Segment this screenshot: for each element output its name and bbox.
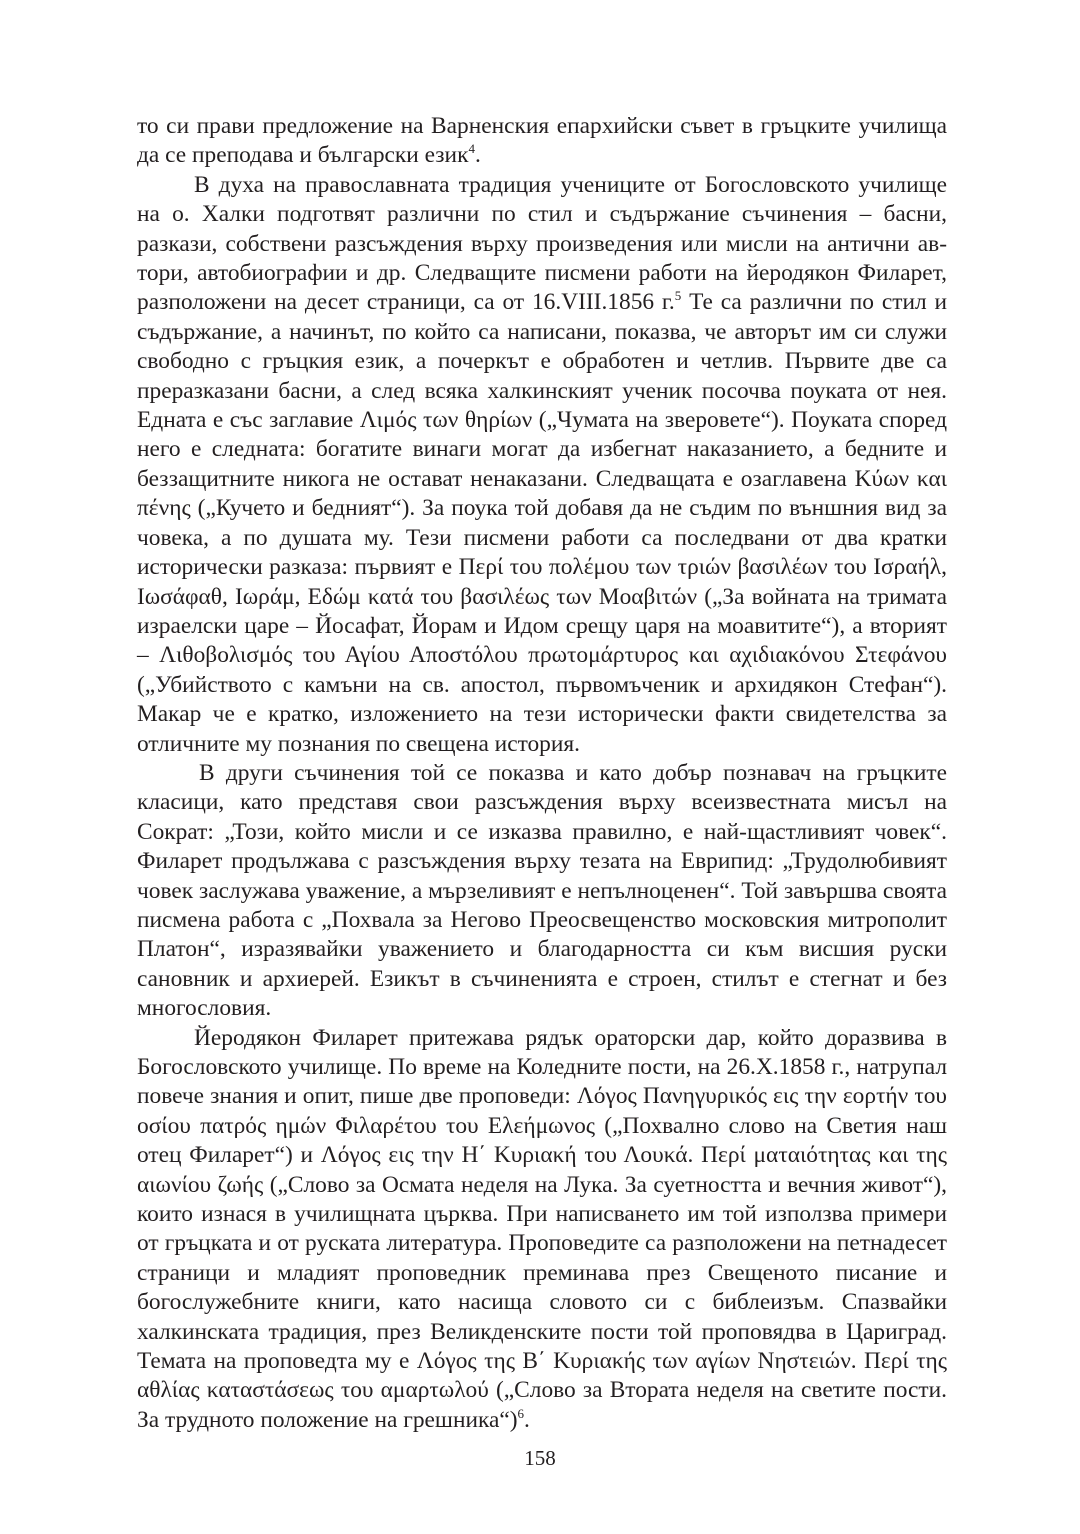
page-number: 158 bbox=[524, 1446, 556, 1470]
paragraph-3 bbox=[137, 759, 947, 1024]
paragraph-4 bbox=[137, 1024, 947, 1436]
paragraph-1-tail: . bbox=[474, 142, 481, 169]
paragraph-2 bbox=[137, 171, 947, 759]
footnote-ref-6[interactable]: 6 bbox=[517, 1406, 525, 1422]
paragraph-4-text: Йеродякон Филарет притежава рядък ораторски дар, който доразвива в Богословското училище. По време на Коледните пости, на 26.X.1858 г., натрупал повече знания и опит, пише две проповеди: Λόγος Πανηγυρικός εις την εορτήν του οσίου πατρός ημών Φιλαρέτου του Ελεήμωνος („Похвално слово на Светия наш отец Филарет“) и Λόγος εις την Η΄ Κυριακή του Λουκά. Περί ματαιότητας και της αιωνίου ζωής („Слово за Осмата неделя на Лука. За суетността и вечния живот“), които изнася в училищната църква. При написването им той използва примери от гръцката и от руската литература. Проповедите са разположени на петнадесет страници и младият проповедник преминава през Свещеното писание и богослужебните книги, като насища словото си с библеизъм. Спазвайки халкинската традиция, през Великденските пости той проповядва в Цариград. Темата на проповедта му е Λόγος της Β΄ Κυριακής των αγίων Νηστειών. Περί της αθλίας καταστάσεως του αμαρτωλού („Слово за Втората неделя на светите пости. За трудното положение на грешника“) bbox=[137, 1024, 947, 1433]
paragraph-1-text: то си прави предложение на Варненския епархийски съвет в гръцките училища да се преподава и български език bbox=[137, 113, 947, 169]
paragraph-3-text: В други съчинения той се показва и като добър познавач на гръцките класици, като представя свои разсъждения върху всеизвестната мисъл на Сократ: „Този, който мисли и се изказва правилно, е най-щастливият човек“. Филарет продължава с разсъждения върху тезата на Еврипид: „Трудолюбивият човек заслужава уважение, а мързеливият е непълноценен“. Той завършва своята писмена работа с „Похвала за Негово Преосвещенство московския митрополит Платон“, изразявайки уважението и благодарността си към висшия руски сановник и архиерей. Езикът в съчиненията е строен, стилът е стегнат и без многословия. bbox=[137, 759, 947, 1022]
page-body bbox=[137, 112, 947, 1435]
paragraph-4-tail: . bbox=[524, 1406, 530, 1433]
footnote-ref-5[interactable]: 5 bbox=[674, 288, 682, 304]
paragraph-2-text: В духа на православната традиция учениците от Богословското училище на о. Халки подготвят различни по стил и съдържание съчинения – басни, разкази, собствени разсъждения върху произведения или мисли на антични автори, автобиографии и др. Следващите писмени работи на йеродякон Филарет, разположени на десет страници, са от 16.VIII.1856 г. bbox=[137, 171, 947, 316]
paragraph-1 bbox=[137, 112, 947, 171]
paragraph-2-tail: Те са различни по стил и съдържание, а начинът, по който са написани, показва, че авторът им си служи свободно с гръцкия език, а почеркът е обработен и четлив. Първите две са преразказани басни, а след всяка халкинският ученик посочва поуката от нея. Едната е със заглавие Λιμός των θηρίων („Чумата на зверовете“). Поуката според него е следната: богатите винаги могат да избегнат наказанието, а бедните и беззащитните никога не остават ненаказани. Следващата е озаглавена Κύων και πένης („Кучето и бедният“). За поука той добавя да не съдим по външния вид за човека, а по душата му. Тези писмени работи са последвани от два кратки исторически разказа: първият е Περί του πολέμου των τριών βασιλέων του Ισραήλ, Ιωσάφαθ, Ιωράμ, Εδώμ κατά του βασιλέως των Μοαβιτών („За войната на тримата израелски царе – Йосафат, Йорам и Идом срещу царя на моавитите“), а вторият – Λιθοβολισμός του Αγίου Αποστόλου πρωτομάρτυρος και αχιδιακόνου Στεφάνου („Убийството с камъни на св. апостол, първомъченик и архидякон Стефан“). Макар че е кратко, изложението на тези исторически факти свидетелства за отличните му познания по свещена история. bbox=[137, 289, 948, 757]
footnote-ref-4[interactable]: 4 bbox=[468, 141, 475, 157]
